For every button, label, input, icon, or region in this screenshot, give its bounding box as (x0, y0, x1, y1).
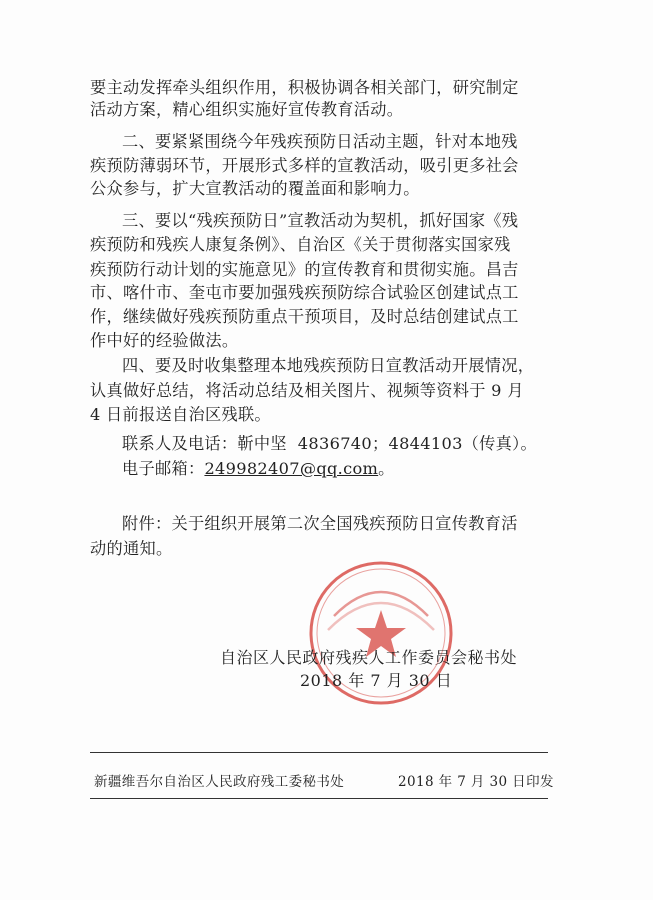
body-line: 4 日前报送自治区残联。 (90, 405, 271, 424)
contact-phones: 4836740；4844103（传真）。 (297, 434, 538, 453)
contact-name: 靳中坚 (237, 434, 287, 453)
body-line: 作中好的经验做法。 (90, 331, 239, 350)
body-line: 二、要紧紧围绕今年残疾预防日活动主题，针对本地残 (122, 132, 518, 151)
body-line: 疾预防薄弱环节，开展形式多样的宣教活动，吸引更多社会 (90, 156, 519, 175)
body-line: 三、要以“残疾预防日”宣教活动为契机，抓好国家《残 (122, 211, 519, 230)
footer-issuer: 新疆维吾尔自治区人民政府残工委秘书处 (94, 774, 345, 790)
attachment-line: 附件：关于组织开展第二次全国残疾预防日宣传教育活 (122, 514, 518, 533)
signature-date: 2018 年 7 月 30 日 (300, 671, 453, 690)
body-line: 作，继续做好残疾预防重点干预项目，及时总结创建试点工 (90, 307, 519, 326)
email-line (122, 458, 395, 480)
body-line: 疾预防和残疾人康复条例》、自治区《关于贯彻落实国家残 (90, 235, 511, 254)
footer-top-rule (90, 752, 548, 753)
footer-print-date: 2018 年 7 月 30 日印发 (398, 774, 554, 790)
signature-organization: 自治区人民政府残疾人工作委员会秘书处 (220, 648, 518, 667)
body-line: 公众参与，扩大宣教活动的覆盖面和影响力。 (90, 179, 420, 198)
email-label: 电子邮箱： (122, 459, 205, 478)
attachment-line: 动的通知。 (90, 539, 173, 558)
body-line: 疾预防行动计划的实施意见》的宣传教育和贯彻实施。昌吉 (90, 260, 519, 279)
footer-bottom-rule (90, 798, 548, 799)
email-link[interactable]: 249982407@qq.com (204, 459, 379, 478)
body-line: 要主动发挥牵头组织作用，积极协调各相关部门，研究制定 (90, 78, 519, 97)
contact-label: 联系人及电话： (122, 434, 238, 453)
email-suffix: 。 (378, 459, 395, 478)
body-line: 四、要及时收集整理本地残疾预防日宣教活动开展情况， (122, 356, 535, 375)
body-line: 市、喀什市、奎屯市要加强残疾预防综合试验区创建试点工 (90, 283, 519, 302)
body-line: 认真做好总结，将活动总结及相关图片、视频等资料于 9 月 (90, 381, 524, 400)
contact-line (122, 433, 537, 455)
body-line: 活动方案，精心组织实施好宣传教育活动。 (90, 100, 404, 119)
